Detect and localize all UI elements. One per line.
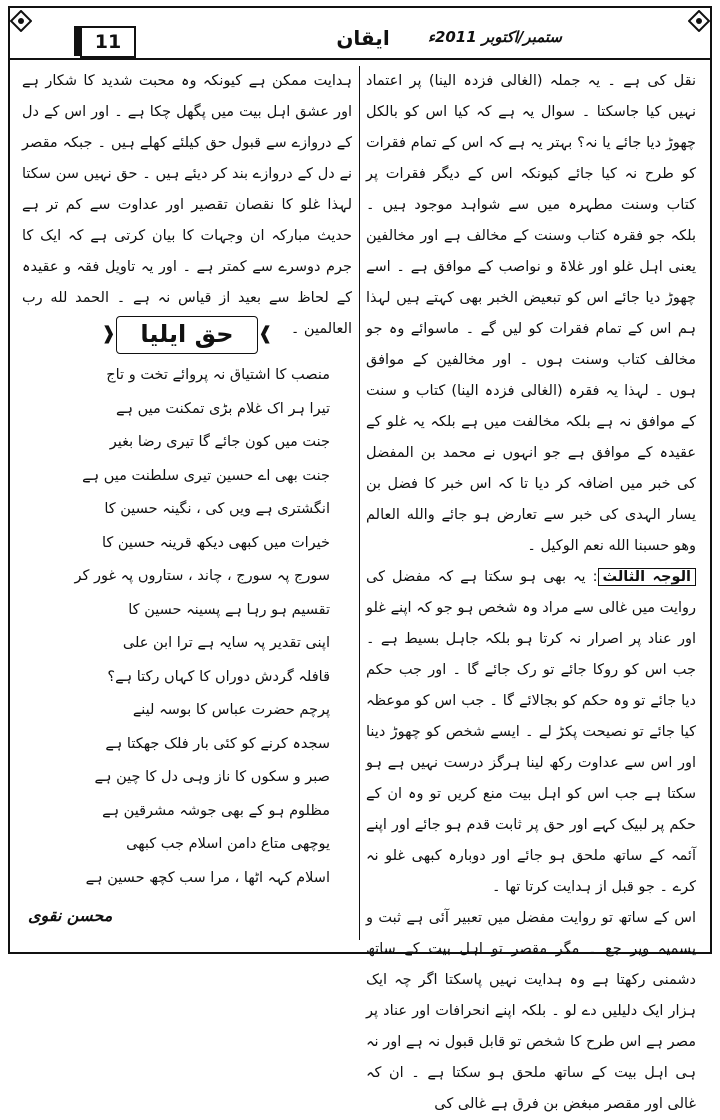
- poem-verse: منصب کا اشتیاق نہ پروائے تخت و تاج: [106, 367, 330, 383]
- poem-verse: اپنی تقدیر پہ سایہ ہے ترا ابن علی: [122, 635, 330, 651]
- column-divider: [359, 66, 360, 940]
- left-column: [22, 66, 352, 345]
- poem-verse: جنت میں کون جائے گا تیری رضا بغیر: [109, 434, 330, 450]
- poem-verse: خیرات میں کبھی دیکھ قرینہ حسین کا: [101, 534, 330, 551]
- page-number: 11: [80, 26, 136, 58]
- poet-name: محسن نقوی: [28, 906, 113, 925]
- poem-verse: اسلام کہہ اٹھا ، مرا سب کچھ حسین ہے: [85, 869, 330, 886]
- poem-verse: یوچھی متاع دامن اسلام جب کبھی: [126, 836, 330, 852]
- right-paragraph-3: اس کے ساتھ تو روایت مفضل میں تعبیر آئی ہے ثبت و یسمیہ ویر جع ۔ مگر مقصر تو اہل بیت کے ساتھ دشمنی رکھتا ہے وہ ہدایت نہیں پاسکتا اگر چہ ایک ہزار ایک دلیلیں دے لو ۔ بلکہ اپنے انحرافات اور عناد پر مصر ہے اس طرح کا شخص تو قابل قبول نہ ہے اور نہ ہی اہل بیت کے ساتھ ملحق ہو سکتا ہے ۔ ان کہ غالی اور مقصر مبغض بن فرق ہے غالی کی: [366, 910, 696, 1112]
- poem-title: ❱ حق ایلیا ❰: [116, 316, 258, 354]
- poem-verse: انگشتری ہے ویں کی ، نگینہ حسین کا: [104, 501, 330, 517]
- left-paragraph-1: ہدایت ممکن ہے کیونکہ وہ محبت شدید کا شکار ہے اور عشق اہل بیت میں پگھل چکا ہے ۔ اور اس کے دل کے دروازے سے قبول حق کیلئے کھلے ہیں ۔ جبکہ مقصر نے دل کے دروازے بند کر دیئے ہیں ۔ حق نہیں سن سکتا لہذا غلو کا نقصان تقصیر اور عداوت سے کم تر ہے حدیث مبارکہ ان وجہات کا بیان کرتی ہے کہ ایک کا جرم دوسرے سے کمتر ہے ۔ اور یہ تاویل فقہ و عقیدہ کے لحاظ سے بعید از قیاس نہ ہے ۔ الحمد لله رب العالمین ۔: [22, 73, 352, 337]
- right-column: [366, 66, 696, 1120]
- poem-verse: تیرا ہر اک غلام بڑی تمکنت میں ہے: [115, 400, 330, 417]
- right-paragraph-2-text: : یہ بھی ہو سکتا ہے کہ مفضل کی روایت میں غالی سے مراد وہ شخص ہو جو کہ اپنے غلو اور عناد پر اصرار نہ کرتا ہو بلکہ جاہل بسیط ہے ۔ جب اس کو روکا جائے تو رک جائے گا ۔ اور جب حکم دیا جائے تو وہ حکم کو بجالائے گا ۔ جب اس کو موعظہ کیا جائے تو نصیحت پکڑ لے ۔ ایسے شخص کو چھوڑ دینا اور اس سے عداوت رکھ لینا ہرگز درست نہیں ہے ہو سکتا ہے جب اس کو اہل بیت منع کریں تو وہ ان کے حکم پر لبیک کہے اور حق پر ثابت قدم ہو جائے اور اپنے آئمہ کے ساتھ ملحق ہو جائے اور دوبارہ کبھی غلو نہ کرے ۔ جو قبل از ہدایت کرتا تھا ۔: [366, 569, 696, 895]
- masthead-title: ایقان: [308, 24, 418, 52]
- poem-verse: تقسیم ہو رہا ہے پسینہ حسین کا: [128, 601, 330, 618]
- right-paragraph-2: [366, 562, 696, 903]
- masthead-logo: [308, 24, 418, 56]
- issue-date: ستمبر/اکتوبر 2011ء: [427, 28, 562, 46]
- poem-verse: جنت بھی اے حسین تیری سلطنت میں ہے: [82, 467, 330, 484]
- poem-verse: سورج پہ سورج ، چاند ، ستاروں پہ غور کر: [74, 568, 330, 584]
- poem-verse: قافلہ گردش دوراں کا کہاں رکتا ہے؟: [107, 668, 330, 685]
- poem-verse: پرچم حضرت عباس کا بوسہ لینے: [132, 702, 330, 718]
- right-paragraph-1: نقل کی ہے ۔ یہ جملہ (الغالی فزدہ الینا) پر اعتماد نہیں کیا جاسکتا ۔ سوال یہ ہے کہ کیا اس کو بالکل چھوڑ دیا جائے یا نہ؟ بہتر یہ ہے کہ اس کے تمام فقرات کو طرح نہ کیا جائے کیونکہ اس کے دیگر فقرات پر کتاب وسنت مطہرہ میں سے شواہد موجود ہیں ۔ بلکہ جو فقرہ کتاب وسنت کے مخالف ہے اور مخالفین یعنی اہل غلو اور غلاۃ و نواصب کے موافق ہے ۔ اسے چھوڑ دیا جائے اس کو تبعیض الخبر بھی کہتے ہیں لہذا ہم اس کے تمام فقرات کو لیں گے ۔ ماسوائے وہ جو مخالف کتاب وسنت ہوں ۔ اور مخالفین کے موافق ہوں ۔ لہذا یہ فقرہ (الغالی فزدہ الینا) کتاب و سنت کے موافق نہ ہے بلکہ مخالفت میں ہے بلکہ یہ غلو کے عقیدہ کے موافق ہے جو انہوں نے محمد بن المفضل کی خبر میں اضافہ کر دیا تا کہ اس خبر کا فضل بن یسار الہدی کی خبر سے تعارض ہو جائے والله العالم وھو حسبنا الله نعم الوکیل ۔: [366, 73, 696, 554]
- poem-verse: مظلوم ہو کے بھی جوشہ مشرقین ہے: [102, 802, 330, 819]
- page-header: [8, 14, 712, 58]
- header-rule: [8, 58, 712, 60]
- poem-verse: سجدہ کرنے کو کئی بار فلک جھکتا ہے: [105, 735, 330, 752]
- section-subheading: الوجہ الثالث: [598, 568, 697, 586]
- poem-verse: صبر و سکوں کا ناز وہی دل کا چین ہے: [94, 769, 330, 785]
